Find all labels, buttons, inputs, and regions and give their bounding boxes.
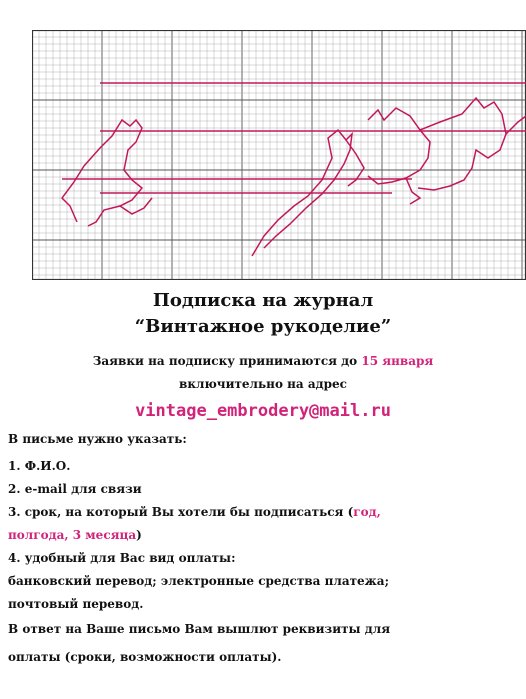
contact-email-link[interactable]: vintage_embrodery@mail.ru: [135, 401, 391, 421]
cat-outline-right: [368, 108, 430, 184]
list-item-payment: 4. удобный для Вас вид оплаты:: [8, 551, 236, 565]
term-suffix: ): [136, 528, 142, 542]
payment-methods-line2: почтовый перевод.: [8, 597, 144, 611]
list-item-term-cont: [8, 528, 142, 542]
reply-line2: оплаты (сроки, возможности оплаты).: [8, 650, 282, 664]
chart-grid: [32, 30, 526, 280]
cross-stitch-pattern: [32, 30, 526, 280]
list-item-email: 2. e-mail для связи: [8, 482, 142, 496]
deadline-suffix: включительно на адрес: [179, 377, 347, 391]
magazine-name: “Винтажное рукоделие”: [134, 316, 392, 337]
payment-methods-line1: банковский перевод; электронные средства платежа;: [8, 574, 389, 588]
deadline-text: [0, 354, 526, 368]
list-item-term: [8, 505, 381, 519]
term-options-b: полгода, 3 месяца: [8, 528, 137, 542]
deadline-date: 15 января: [361, 354, 434, 368]
chart-staff-lines: [62, 83, 526, 193]
term-prefix: 3. срок, на который Вы хотели бы подписаться (: [8, 505, 354, 519]
list-item-name: 1. Ф.И.О.: [8, 459, 71, 473]
deadline-prefix: Заявки на подписку принимаются до: [92, 354, 362, 368]
reply-line1: В ответ на Ваше письмо Вам вышлют реквизиты для: [8, 622, 391, 636]
cats-stitch-chart: [32, 30, 526, 280]
page-title: Подписка на журнал: [152, 290, 374, 311]
cat-outline-far-right: [418, 98, 506, 190]
cat-tail-left: [120, 198, 152, 214]
instructions-intro: В письме нужно указать:: [8, 432, 187, 446]
term-options-a: год,: [353, 505, 381, 519]
